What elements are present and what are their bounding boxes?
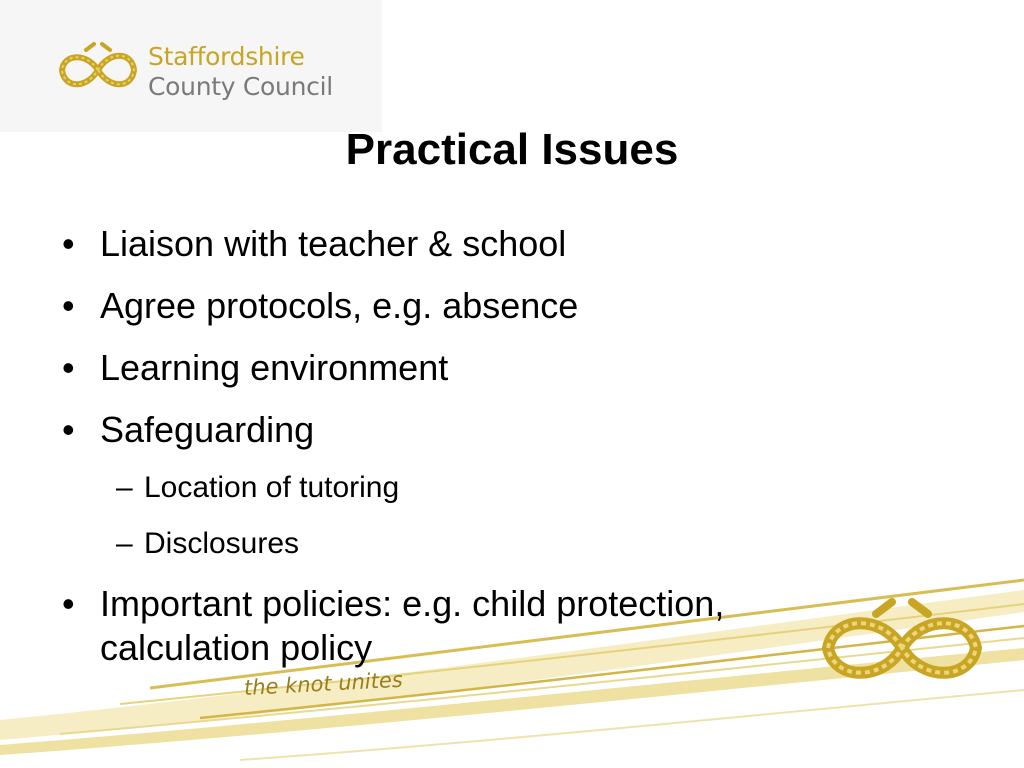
sub-bullet-item: – Location of tutoring bbox=[56, 470, 916, 506]
bullet-line: calculation policy bbox=[100, 627, 373, 668]
bullet-item-last bbox=[56, 582, 916, 670]
knot-icon bbox=[812, 596, 992, 696]
logo-text bbox=[148, 42, 333, 102]
tagline: the knot unites bbox=[243, 667, 404, 700]
bullet-item: • Safeguarding bbox=[56, 408, 916, 452]
logo-name-line1: Staffordshire bbox=[148, 42, 305, 71]
knot-icon bbox=[56, 40, 140, 100]
sub-bullet-item: – Disclosures bbox=[56, 526, 916, 562]
bullet-line: Important policies: e.g. child protection, bbox=[100, 583, 725, 624]
logo-name-line2: County Council bbox=[148, 72, 333, 101]
bullet-list bbox=[56, 222, 916, 688]
bullet-item: • Agree protocols, e.g. absence bbox=[56, 284, 916, 328]
bullet-item: • Liaison with teacher & school bbox=[56, 222, 916, 266]
bullet-item: • Learning environment bbox=[56, 346, 916, 390]
slide-title: Practical Issues bbox=[345, 125, 679, 174]
logo-area bbox=[0, 0, 382, 132]
